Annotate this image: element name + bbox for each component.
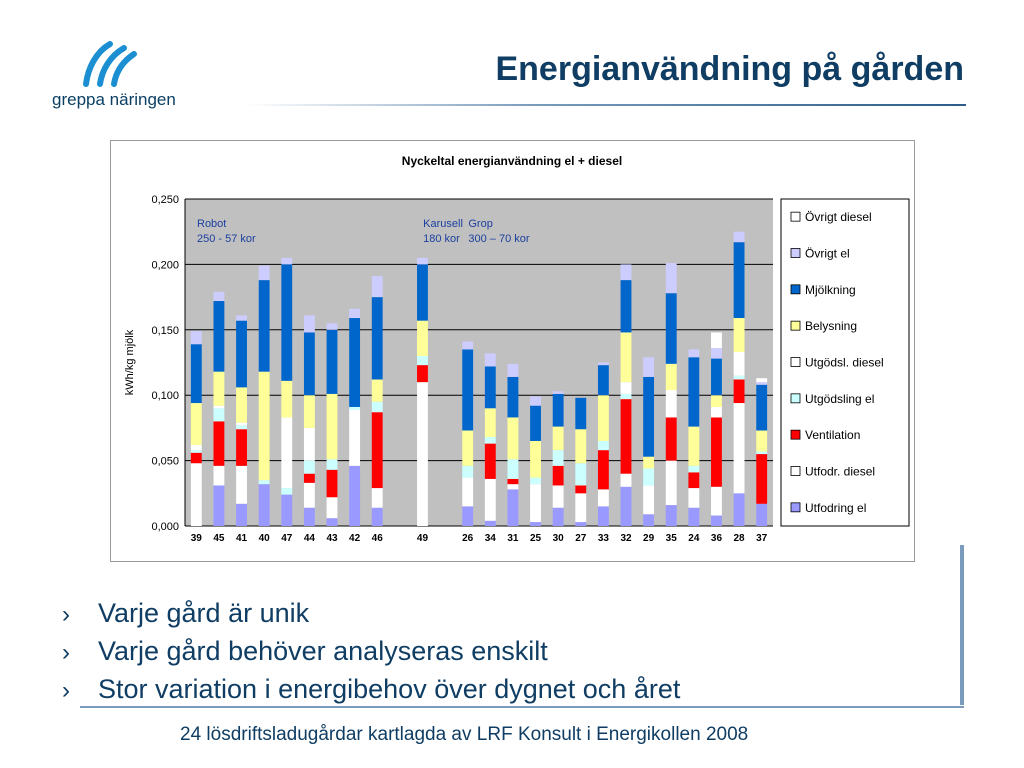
bar-segment bbox=[553, 466, 564, 486]
bar-segment bbox=[485, 479, 496, 521]
bar-segment bbox=[643, 377, 654, 457]
x-tick-label: 26 bbox=[462, 533, 474, 544]
x-tick-label: 24 bbox=[688, 533, 700, 544]
x-tick-label: 30 bbox=[552, 533, 564, 544]
bar-segment bbox=[688, 357, 699, 426]
bar-segment bbox=[191, 403, 202, 445]
bar-segment bbox=[236, 504, 247, 526]
bar-segment bbox=[304, 474, 315, 483]
bar-segment bbox=[688, 488, 699, 508]
bar-segment bbox=[485, 521, 496, 526]
bar-segment bbox=[485, 408, 496, 437]
bullet-list bbox=[62, 595, 680, 709]
bar-segment bbox=[304, 483, 315, 508]
bar-segment bbox=[191, 344, 202, 403]
bar-segment bbox=[372, 402, 383, 412]
bar-segment bbox=[756, 378, 767, 382]
bar-segment bbox=[734, 403, 745, 493]
bar-segment bbox=[372, 276, 383, 297]
x-tick-label: 32 bbox=[620, 533, 632, 544]
y-tick-label: 0,200 bbox=[151, 259, 179, 272]
bar-segment bbox=[304, 461, 315, 474]
bar-segment bbox=[259, 372, 270, 481]
bar-segment bbox=[756, 451, 767, 454]
bar-segment bbox=[598, 395, 609, 441]
group-annotation: 300 – 70 kor bbox=[468, 233, 530, 245]
bar-segment bbox=[191, 463, 202, 526]
bullet-marker: › bbox=[62, 639, 70, 666]
side-bracket-line bbox=[960, 545, 964, 705]
bullet-marker: › bbox=[62, 601, 70, 628]
bar-segment bbox=[462, 478, 473, 507]
bar-segment bbox=[575, 398, 586, 429]
bar-segment bbox=[553, 394, 564, 427]
bar-segment bbox=[507, 489, 518, 526]
stacked-bar-chart bbox=[111, 141, 914, 561]
y-tick-label: 0,150 bbox=[151, 324, 179, 337]
page-title: Energianvändning på gården bbox=[495, 50, 964, 88]
bar-segment bbox=[462, 342, 473, 350]
legend-label: Utgödsl. diesel bbox=[805, 355, 884, 370]
bar-segment bbox=[575, 522, 586, 526]
group-annotation: Grop bbox=[468, 218, 493, 230]
bar-segment bbox=[575, 493, 586, 522]
bar-segment bbox=[304, 315, 315, 332]
bar-segment bbox=[213, 301, 224, 372]
bar-segment bbox=[711, 395, 722, 407]
bar-segment bbox=[598, 363, 609, 366]
x-tick-label: 27 bbox=[575, 533, 587, 544]
x-tick-label: 25 bbox=[529, 533, 542, 544]
bullet-item bbox=[62, 595, 680, 633]
legend-label: Utfodr. diesel bbox=[805, 464, 876, 479]
y-axis-label: kWh/kg mjölk bbox=[124, 329, 136, 396]
x-tick-label: 39 bbox=[190, 533, 202, 544]
bar-segment bbox=[734, 376, 745, 380]
legend-label: Mjölkning bbox=[805, 282, 856, 297]
legend-label: Övrigt el bbox=[805, 246, 850, 261]
bar-segment bbox=[734, 380, 745, 404]
chart-title: Nyckeltal energianvändning el + diesel bbox=[401, 154, 623, 168]
y-tick-label: 0,000 bbox=[151, 521, 179, 533]
bar-segment bbox=[575, 463, 586, 485]
x-tick-label: 42 bbox=[349, 533, 361, 544]
bar-segment bbox=[530, 397, 541, 406]
bar-segment bbox=[507, 364, 518, 377]
bar-segment bbox=[688, 472, 699, 488]
bar-segment bbox=[485, 366, 496, 408]
legend-swatch bbox=[791, 394, 800, 403]
bar-segment bbox=[236, 429, 247, 466]
bar-segment bbox=[485, 353, 496, 366]
group-annotation: 180 kor bbox=[423, 233, 460, 245]
bullet-text: Varje gård behöver analyseras enskilt bbox=[98, 636, 548, 666]
chart-container bbox=[110, 140, 915, 562]
bar-segment bbox=[756, 504, 767, 526]
bar-segment bbox=[666, 263, 677, 293]
bar-segment bbox=[236, 425, 247, 429]
bar-segment bbox=[666, 364, 677, 390]
bar-segment bbox=[462, 431, 473, 466]
bar-segment bbox=[553, 508, 564, 526]
bar-segment bbox=[621, 474, 632, 487]
bar-segment bbox=[236, 423, 247, 426]
bar-segment bbox=[711, 487, 722, 516]
bar-segment bbox=[462, 466, 473, 478]
x-tick-label: 49 bbox=[416, 533, 429, 544]
bar-segment bbox=[734, 318, 745, 352]
bar-segment bbox=[259, 484, 270, 526]
logo-wordmark: greppa näringen bbox=[52, 90, 176, 109]
bar-segment bbox=[417, 365, 428, 382]
bar-segment bbox=[417, 264, 428, 320]
bar-segment bbox=[485, 444, 496, 479]
x-tick-label: 35 bbox=[665, 533, 677, 544]
bar-segment bbox=[711, 516, 722, 526]
bar-segment bbox=[191, 453, 202, 463]
bar-segment bbox=[417, 258, 428, 265]
legend-swatch bbox=[791, 321, 800, 330]
bar-segment bbox=[575, 485, 586, 493]
bar-segment bbox=[530, 406, 541, 441]
group-annotation: Karusell bbox=[423, 218, 463, 230]
y-tick-label: 0,250 bbox=[151, 194, 179, 206]
legend-swatch bbox=[791, 467, 800, 476]
bar-segment bbox=[530, 484, 541, 522]
bar-segment bbox=[711, 417, 722, 486]
bar-segment bbox=[191, 445, 202, 450]
bar-segment bbox=[349, 309, 360, 318]
bar-segment bbox=[349, 407, 360, 410]
bar-segment bbox=[507, 417, 518, 459]
bar-segment bbox=[462, 506, 473, 526]
bar-segment bbox=[213, 408, 224, 421]
x-tick-label: 37 bbox=[756, 533, 768, 544]
x-tick-label: 46 bbox=[371, 533, 383, 544]
bar-segment bbox=[372, 412, 383, 488]
bar-segment bbox=[756, 454, 767, 504]
bar-segment bbox=[236, 387, 247, 422]
bar-segment bbox=[734, 242, 745, 318]
greppa-logo bbox=[52, 38, 212, 118]
bar-segment bbox=[259, 266, 270, 280]
bar-segment bbox=[304, 428, 315, 461]
bar-segment bbox=[711, 407, 722, 417]
bar-segment bbox=[734, 352, 745, 376]
bar-segment bbox=[734, 493, 745, 526]
bar-segment bbox=[236, 315, 247, 320]
bar-segment bbox=[530, 441, 541, 478]
bar-segment bbox=[621, 394, 632, 399]
bar-segment bbox=[281, 264, 292, 380]
bar-segment bbox=[259, 280, 270, 372]
bar-segment bbox=[304, 395, 315, 428]
bar-segment bbox=[327, 394, 338, 459]
bullet-text: Varje gård är unik bbox=[98, 598, 310, 628]
bar-segment bbox=[507, 377, 518, 418]
x-tick-label: 45 bbox=[213, 533, 225, 544]
bar-segment bbox=[621, 280, 632, 332]
bar-segment bbox=[213, 372, 224, 406]
x-tick-label: 34 bbox=[484, 533, 496, 544]
bar-segment bbox=[688, 427, 699, 466]
bar-segment bbox=[621, 399, 632, 474]
bar-segment bbox=[711, 359, 722, 396]
bar-segment bbox=[417, 321, 428, 356]
bar-segment bbox=[462, 349, 473, 430]
bullet-text: Stor variation i energibehov över dygnet och året bbox=[98, 674, 681, 704]
bar-segment bbox=[711, 348, 722, 358]
legend-label: Belysning bbox=[805, 319, 858, 334]
title-divider bbox=[246, 104, 966, 106]
bar-segment bbox=[507, 479, 518, 484]
bar-segment bbox=[281, 495, 292, 526]
x-tick-label: 29 bbox=[643, 533, 655, 544]
bar-segment bbox=[621, 487, 632, 526]
footnote: 24 lösdriftsladugårdar kartlagda av LRF Konsult i Energikollen 2008 bbox=[180, 724, 749, 745]
y-tick-label: 0,050 bbox=[151, 455, 179, 468]
bar-segment bbox=[598, 450, 609, 489]
bar-segment bbox=[327, 497, 338, 518]
bar-segment bbox=[349, 410, 360, 466]
bar-segment bbox=[621, 332, 632, 382]
bar-segment bbox=[372, 297, 383, 379]
bar-segment bbox=[281, 417, 292, 488]
bar-segment bbox=[281, 381, 292, 418]
bar-segment bbox=[191, 450, 202, 453]
bar-segment bbox=[598, 489, 609, 506]
bar-segment bbox=[711, 332, 722, 348]
bar-segment bbox=[756, 382, 767, 385]
bar-segment bbox=[485, 437, 496, 444]
bar-segment bbox=[213, 421, 224, 465]
bar-segment bbox=[643, 485, 654, 514]
group-annotation: 250 - 57 kor bbox=[197, 233, 256, 245]
legend-swatch bbox=[791, 249, 800, 258]
logo-swoosh-icon bbox=[80, 38, 140, 88]
bar-segment bbox=[666, 417, 677, 460]
bar-segment bbox=[553, 485, 564, 507]
bar-segment bbox=[327, 459, 338, 469]
bar-segment bbox=[575, 429, 586, 463]
bar-segment bbox=[281, 488, 292, 495]
bar-segment bbox=[756, 431, 767, 452]
x-tick-label: 28 bbox=[733, 533, 745, 544]
bar-segment bbox=[666, 505, 677, 526]
x-tick-label: 44 bbox=[303, 533, 315, 544]
bar-segment bbox=[213, 466, 224, 486]
x-tick-label: 33 bbox=[597, 533, 609, 544]
legend-swatch bbox=[791, 503, 800, 512]
bar-segment bbox=[734, 232, 745, 242]
bullet-item bbox=[62, 671, 680, 709]
legend-label: Ventilation bbox=[805, 428, 861, 443]
bar-segment bbox=[530, 522, 541, 526]
legend-label: Utfodring el bbox=[805, 500, 867, 515]
bar-segment bbox=[236, 466, 247, 504]
bar-segment bbox=[621, 382, 632, 394]
bar-segment bbox=[598, 441, 609, 450]
bar-segment bbox=[621, 264, 632, 280]
bar-segment bbox=[666, 390, 677, 417]
bottom-divider bbox=[80, 706, 964, 708]
bar-segment bbox=[643, 457, 654, 469]
x-tick-label: 36 bbox=[710, 533, 723, 544]
x-tick-label: 31 bbox=[507, 533, 519, 544]
bar-segment bbox=[507, 484, 518, 489]
bar-segment bbox=[191, 331, 202, 344]
bar-segment bbox=[372, 488, 383, 508]
bar-segment bbox=[666, 293, 677, 364]
bar-segment bbox=[372, 508, 383, 526]
bar-segment bbox=[598, 365, 609, 395]
bar-segment bbox=[553, 427, 564, 451]
x-tick-label: 47 bbox=[281, 533, 293, 544]
legend-swatch bbox=[791, 358, 800, 367]
legend-swatch bbox=[791, 430, 800, 439]
bar-segment bbox=[259, 480, 270, 484]
bar-segment bbox=[327, 330, 338, 394]
bar-segment bbox=[688, 508, 699, 526]
bar-segment bbox=[417, 382, 428, 526]
bar-segment bbox=[213, 406, 224, 409]
x-tick-label: 43 bbox=[326, 533, 338, 544]
bullet-item bbox=[62, 633, 680, 671]
legend-label: Övrigt diesel bbox=[805, 210, 872, 225]
bar-segment bbox=[507, 459, 518, 479]
x-tick-label: 41 bbox=[235, 533, 248, 544]
bar-segment bbox=[688, 349, 699, 357]
bar-segment bbox=[417, 356, 428, 365]
bar-segment bbox=[643, 357, 654, 377]
bar-segment bbox=[530, 478, 541, 485]
bar-segment bbox=[553, 391, 564, 394]
bar-segment bbox=[236, 321, 247, 388]
legend-swatch bbox=[791, 212, 800, 221]
bar-segment bbox=[756, 385, 767, 431]
bar-segment bbox=[643, 468, 654, 485]
x-tick-label: 40 bbox=[258, 533, 270, 544]
bar-segment bbox=[643, 514, 654, 526]
bar-segment bbox=[688, 466, 699, 473]
group-annotation: Robot bbox=[197, 218, 227, 230]
bar-segment bbox=[213, 292, 224, 301]
bullet-marker: › bbox=[62, 677, 70, 704]
legend-label: Utgödsling el bbox=[805, 391, 875, 406]
bar-segment bbox=[553, 450, 564, 466]
bar-segment bbox=[304, 332, 315, 395]
bar-segment bbox=[349, 466, 360, 526]
bar-segment bbox=[213, 485, 224, 526]
bar-segment bbox=[304, 508, 315, 526]
bar-segment bbox=[281, 258, 292, 265]
bar-segment bbox=[372, 380, 383, 402]
bar-segment bbox=[666, 461, 677, 505]
bar-segment bbox=[327, 518, 338, 526]
bar-segment bbox=[327, 323, 338, 330]
bar-segment bbox=[349, 318, 360, 407]
bar-segment bbox=[598, 506, 609, 526]
y-tick-label: 0,100 bbox=[151, 390, 179, 403]
plot-area bbox=[185, 199, 773, 526]
legend-swatch bbox=[791, 285, 800, 294]
bar-segment bbox=[327, 470, 338, 497]
